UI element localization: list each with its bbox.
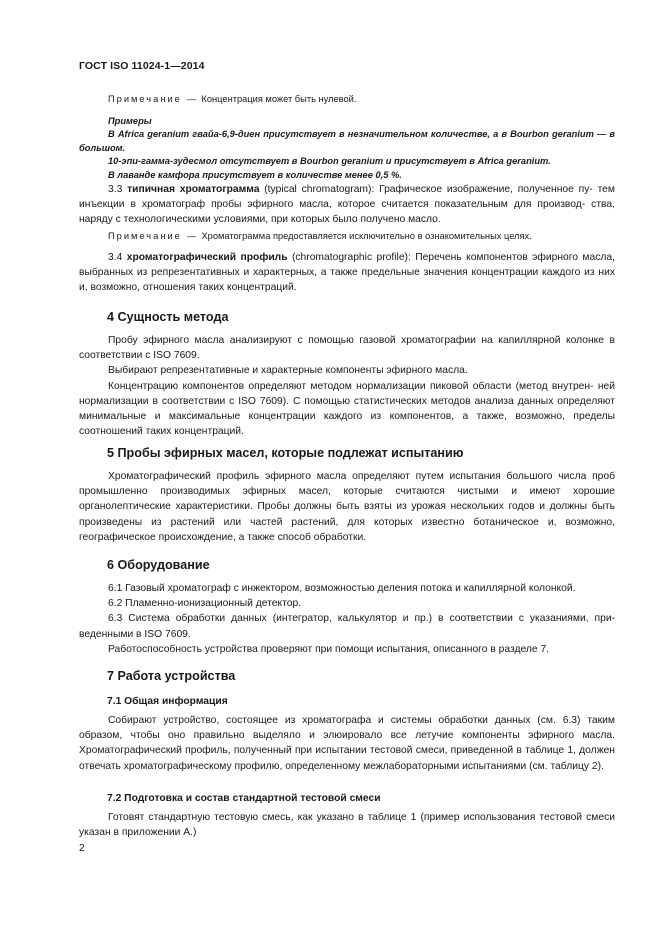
- def-number: 3.3: [108, 184, 123, 195]
- example-line-3: В лаванде камфора присутствует в количестве менее 0,5 %.: [108, 169, 402, 180]
- section-4-body: [79, 333, 615, 439]
- paragraph: Готовят стандартную тестовую смесь, как указано в таблице 1 (пример использования тестовой смеси указан в приложении А.): [79, 812, 615, 839]
- note-label: Примечание: [108, 231, 182, 241]
- section-5-body: [79, 469, 615, 545]
- subsection-7-2-title: 7.2 Подготовка и состав стандартной тестовой смеси: [107, 793, 381, 804]
- paragraph: Работоспособность устройства проверяют при помощи испытания, описанного в разделе 7.: [108, 643, 550, 655]
- subsection-7-1-title: 7.1 Общая информация: [107, 696, 228, 707]
- def-text: (typical chromatogram): Графическое изображение, полученное пу- тем инъекции в хроматограф пробы эфирного масла, которое считается показательным для производ- ства, наряду с технологическими условиями, при которых было получено масло.: [79, 184, 615, 226]
- note-1: [79, 92, 615, 107]
- examples-block: [79, 115, 615, 182]
- paragraph: Хроматографический профиль эфирного масла определяют путем испытания большого числа проб промышленно производимых эфирных масел, которые считаются чистыми и имеют хорошие органолептические характеристики. Пробы должны быть взяты из урожая нескольких годов и должны быть произведены из растений или частей растений, для которых известно ботаническое и, возможно, географическое происхождение, а также способ обработки.: [79, 471, 615, 543]
- section-7-title: 7 Работа устройства: [107, 669, 236, 683]
- paragraph: Собирают устройство, состоящее из хроматографа и системы обработки данных (см. 6.3) таким образом, чтобы оно правильно выделяло и элюировало все летучие компоненты эфирного масла. Хроматографический профиль, полученный при испытании тестовой смеси, приведенной в таблице 1, должен отвечать хроматографическому профилю, определенному межлабораторными испытаниями (см. таблицу 2).: [79, 715, 615, 772]
- note-text: Хроматограмма предоставляется исключительно в ознакомительных целях.: [201, 231, 532, 241]
- subsection-7-1-body: [79, 713, 615, 774]
- note-dash: —: [186, 231, 197, 241]
- list-item: 6.1 Газовый хроматограф с инжектором, возможностью деления потока и капиллярной колонкой.: [108, 583, 576, 594]
- section-6-body: [79, 581, 615, 657]
- note-label: Примечание: [108, 94, 182, 104]
- examples-title: Примеры: [108, 116, 152, 126]
- def-number: 3.4: [108, 252, 123, 263]
- section-6-title: 6 Оборудование: [107, 558, 210, 572]
- list-item: 6.2 Пламенно-ионизационный детектор.: [108, 598, 302, 610]
- note-text: Концентрация может быть нулевой.: [201, 94, 357, 104]
- subsection-7-2-body: [79, 810, 615, 840]
- definition-3-4: [79, 250, 615, 296]
- section-5-title: 5 Пробы эфирных масел, которые подлежат испытанию: [107, 446, 464, 460]
- paragraph: Концентрацию компонентов определяют методом нормализации пиковой области (метод внутрен- ней нормализации в соответствии с ISO 7609). С помощью статистических методов анализа данных определяют минимальные и максимальные концентрации каждого из компонентов, а также, возможно, пределы соотношений таких концентраций.: [79, 380, 615, 438]
- def-term: типичная хроматограмма: [127, 184, 260, 195]
- list-item: 6.3 Система обработки данных (интегратор, калькулятор и пр.) в соответствии с указаниями, при- веденными в ISO 7609.: [79, 613, 615, 640]
- def-term: хроматографический профиль: [126, 252, 288, 263]
- definition-3-3: [79, 182, 615, 228]
- example-line-2: 10-эпи-гамма-зудесмол отсутствует в Bourbon geranium и присутствует в Africa geranium.: [108, 156, 551, 167]
- example-line-1: В Africa geranium гвайа-6,9-диен присутствует в незначительном количестве, а в Bourbon geranium — в большом.: [79, 129, 615, 153]
- document-header: ГОСТ ISO 11024-1—2014: [79, 60, 205, 72]
- note-dash: —: [186, 94, 197, 104]
- paragraph: Пробу эфирного масла анализируют с помощью газовой хроматографии на капиллярной колонке в соответствии с ISO 7609.: [79, 335, 615, 362]
- paragraph: Выбирают репрезентативные и характерные компоненты эфирного масла.: [108, 365, 468, 377]
- page-number: 2: [79, 843, 85, 854]
- note-2: [79, 229, 615, 244]
- def-text: (chromatographic profile): Перечень компонентов эфирного масла, выбранных из репрезентативных и характерных, а также предельные значения концентрации каждого из них и, возможно, отношения таких концентраций.: [79, 252, 615, 294]
- section-4-title: 4 Сущность метода: [107, 310, 229, 324]
